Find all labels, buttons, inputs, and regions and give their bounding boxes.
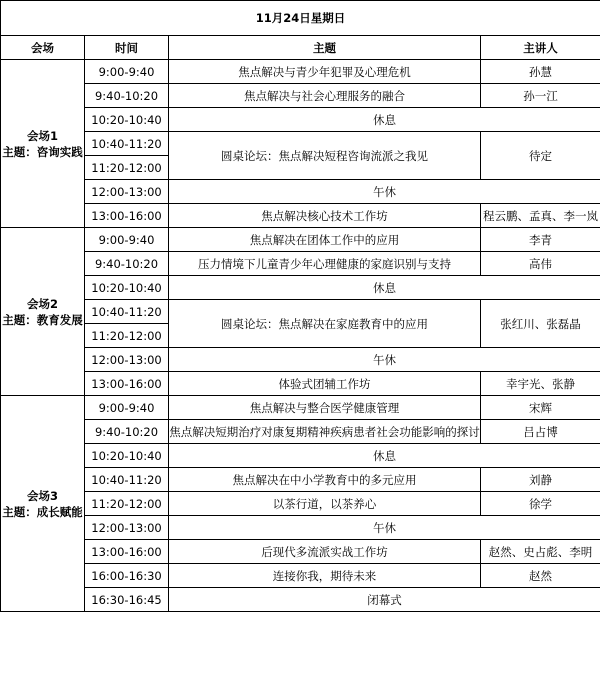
table-row xyxy=(1,60,600,84)
time-cell: 10:20-10:40 xyxy=(85,276,169,300)
speaker-cell: 幸宇光、张静 xyxy=(481,372,600,396)
venue-1-cell xyxy=(1,60,85,228)
time-cell: 13:00-16:00 xyxy=(85,204,169,228)
header-time: 时间 xyxy=(85,36,169,60)
lunch-cell: 午休 xyxy=(169,180,600,204)
time-cell: 13:00-16:00 xyxy=(85,372,169,396)
topic-cell: 焦点解决短期治疗对康复期精神疾病患者社会功能影响的探讨 xyxy=(169,420,481,444)
break-cell: 休息 xyxy=(169,276,600,300)
table-row xyxy=(1,516,600,540)
time-cell: 10:20-10:40 xyxy=(85,108,169,132)
time-cell: 13:00-16:00 xyxy=(85,540,169,564)
table-row xyxy=(1,420,600,444)
time-cell: 12:00-13:00 xyxy=(85,516,169,540)
speaker-cell: 宋辉 xyxy=(481,396,600,420)
table-row xyxy=(1,372,600,396)
topic-cell: 圆桌论坛：焦点解决在家庭教育中的应用 xyxy=(169,300,481,348)
page-title: 11月24日星期日 xyxy=(1,1,600,36)
topic-cell: 连接你我，期待未来 xyxy=(169,564,481,588)
time-cell: 10:40-11:20 xyxy=(85,468,169,492)
table-row xyxy=(1,252,600,276)
venue-name: 会场3 xyxy=(26,488,58,503)
time-cell: 9:00-9:40 xyxy=(85,396,169,420)
topic-cell: 焦点解决在中小学教育中的多元应用 xyxy=(169,468,481,492)
speaker-cell: 张红川、张磊晶 xyxy=(481,300,600,348)
venue-theme: 主题：成长赋能 xyxy=(2,504,83,519)
time-cell: 9:40-10:20 xyxy=(85,420,169,444)
time-cell: 11:20-12:00 xyxy=(85,324,169,348)
speaker-cell: 待定 xyxy=(481,132,600,180)
time-cell: 9:40-10:20 xyxy=(85,84,169,108)
speaker-cell: 程云鹏、孟真、李一岚 xyxy=(481,204,600,228)
table-row xyxy=(1,444,600,468)
venue-name: 会场2 xyxy=(26,296,58,311)
table-row xyxy=(1,396,600,420)
table-row xyxy=(1,300,600,324)
table-row xyxy=(1,228,600,252)
speaker-cell: 孙慧 xyxy=(481,60,600,84)
speaker-cell: 徐学 xyxy=(481,492,600,516)
table-row xyxy=(1,564,600,588)
table-row xyxy=(1,348,600,372)
time-cell: 12:00-13:00 xyxy=(85,348,169,372)
topic-cell: 体验式团辅工作坊 xyxy=(169,372,481,396)
table-row xyxy=(1,468,600,492)
topic-cell: 圆桌论坛：焦点解决短程咨询流派之我见 xyxy=(169,132,481,180)
speaker-cell: 孙一江 xyxy=(481,84,600,108)
speaker-cell: 吕占博 xyxy=(481,420,600,444)
venue-theme: 主题：咨询实践 xyxy=(2,144,83,159)
speaker-cell: 刘静 xyxy=(481,468,600,492)
speaker-cell: 高伟 xyxy=(481,252,600,276)
header-venue: 会场 xyxy=(1,36,85,60)
time-cell: 9:00-9:40 xyxy=(85,60,169,84)
table-row xyxy=(1,108,600,132)
table-row xyxy=(1,180,600,204)
time-cell: 11:20-12:00 xyxy=(85,492,169,516)
header-topic: 主题 xyxy=(169,36,481,60)
time-cell: 9:00-9:40 xyxy=(85,228,169,252)
lunch-cell: 午休 xyxy=(169,516,600,540)
venue-theme: 主题：教育发展 xyxy=(2,312,83,327)
topic-cell: 焦点解决核心技术工作坊 xyxy=(169,204,481,228)
table-row xyxy=(1,84,600,108)
venue-name: 会场1 xyxy=(26,128,58,143)
topic-cell: 后现代多流派实战工作坊 xyxy=(169,540,481,564)
table-row xyxy=(1,276,600,300)
topic-cell: 压力情境下儿童青少年心理健康的家庭识别与支持 xyxy=(169,252,481,276)
topic-cell: 焦点解决与整合医学健康管理 xyxy=(169,396,481,420)
speaker-cell: 赵然、史占彪、李明 xyxy=(481,540,600,564)
time-cell: 11:20-12:00 xyxy=(85,156,169,180)
lunch-cell: 午休 xyxy=(169,348,600,372)
venue-2-cell xyxy=(1,228,85,396)
time-cell: 16:30-16:45 xyxy=(85,588,169,612)
topic-cell: 焦点解决在团体工作中的应用 xyxy=(169,228,481,252)
topic-cell: 焦点解决与社会心理服务的融合 xyxy=(169,84,481,108)
table-row xyxy=(1,204,600,228)
venue-3-cell xyxy=(1,396,85,612)
speaker-cell: 赵然 xyxy=(481,564,600,588)
break-cell: 休息 xyxy=(169,108,600,132)
time-cell: 10:40-11:20 xyxy=(85,300,169,324)
time-cell: 10:40-11:20 xyxy=(85,132,169,156)
topic-cell: 焦点解决与青少年犯罪及心理危机 xyxy=(169,60,481,84)
header-speaker: 主讲人 xyxy=(481,36,600,60)
table-row xyxy=(1,132,600,156)
topic-cell: 以茶行道，以茶养心 xyxy=(169,492,481,516)
time-cell: 16:00-16:30 xyxy=(85,564,169,588)
break-cell: 休息 xyxy=(169,444,600,468)
time-cell: 9:40-10:20 xyxy=(85,252,169,276)
table-row xyxy=(1,588,600,612)
table-row xyxy=(1,492,600,516)
closing-cell: 闭幕式 xyxy=(169,588,600,612)
speaker-cell: 李青 xyxy=(481,228,600,252)
time-cell: 10:20-10:40 xyxy=(85,444,169,468)
table-row xyxy=(1,540,600,564)
time-cell: 12:00-13:00 xyxy=(85,180,169,204)
